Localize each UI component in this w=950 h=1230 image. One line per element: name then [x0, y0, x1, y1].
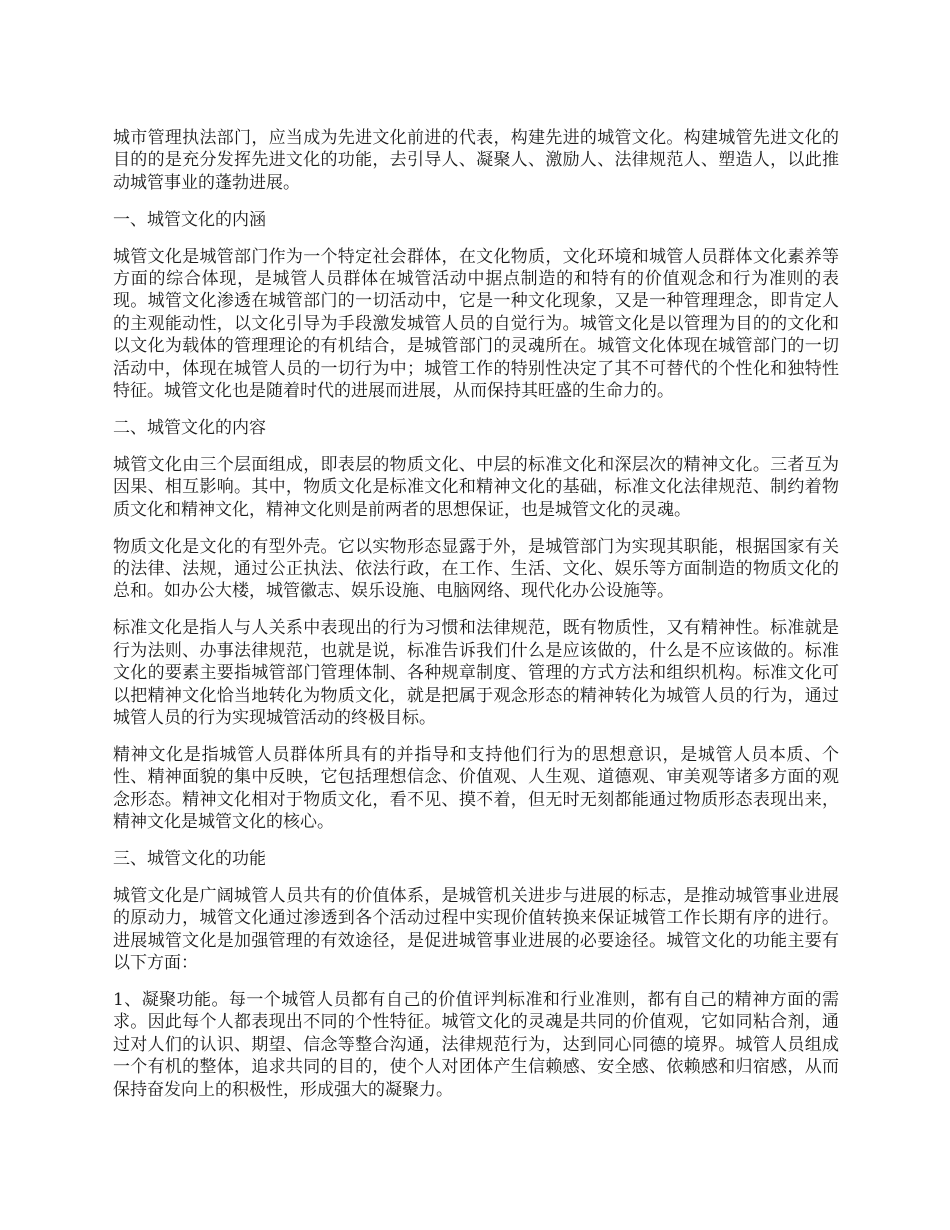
section-3-paragraph-1: 城管文化是广阔城管人员共有的价值体系，是城管机关进步与进展的标志，是推动城管事业进展的原动力，城管文化通过渗透到各个活动过程中实现价值转换来保证城管工作长期有序的进行。进展城管文化是加强管理的有效途径，是促进城管事业进展的必要途径。城管文化的功能主要有以下方面：	[113, 885, 839, 974]
section-1-heading: 一、城管文化的内涵	[113, 209, 266, 230]
section-2-paragraph-1: 城管文化由三个层面组成，即表层的物质文化、中层的标准文化和深层次的精神文化。三者互为因果、相互影响。其中，物质文化是标准文化和精神文化的基础，标准文化法律规范、制约着物质文化和精神文化，精神文化则是前两者的思想保证，也是城管文化的灵魂。	[113, 454, 839, 520]
section-2-paragraph-2: 物质文化是文化的有型外壳。它以实物形态显露于外，是城管部门为实现其职能，根据国家有关的法律、法规，通过公正执法、依法行政，在工作、生活、文化、娱乐等方面制造的物质文化的总和。如办公大楼，城管徽志、娱乐设施、电脑网络、现代化办公设施等。	[113, 536, 839, 602]
section-3-heading: 三、城管文化的功能	[113, 848, 266, 869]
section-2-heading: 二、城管文化的内容	[113, 417, 266, 438]
section-2-paragraph-4: 精神文化是指城管人员群体所具有的并指导和支持他们行为的思想意识，是城管人员本质、个性、精神面貌的集中反映，它包括理想信念、价值观、人生观、道德观、审美观等诸多方面的观念形态。精神文化相对于物质文化，看不见、摸不着，但无时无刻都能通过物质形态表现出来，精神文化是城管文化的核心。	[113, 744, 839, 833]
document-body	[113, 127, 839, 1116]
section-1-paragraph-1: 城管文化是城管部门作为一个特定社会群体，在文化物质，文化环境和城管人员群体文化素养等方面的综合体现，是城管人员群体在城管活动中据点制造的和特有的价值观念和行为准则的表现。城管文化渗透在城管部门的一切活动中，它是一种文化现象，又是一种管理理念，即肯定人的主观能动性，以文化引导为手段激发城管人员的自觉行为。城管文化是以管理为目的的文化和以文化为载体的管理理论的有机结合，是城管部门的灵魂所在。城管文化体现在城管部门的一切活动中，体现在城管人员的一切行为中；城管工作的特别性决定了其不可替代的个性化和独特性特征。城管文化也是随着时代的进展而进展，从而保持其旺盛的生命力的。	[113, 246, 839, 402]
section-2-paragraph-3: 标准文化是指人与人关系中表现出的行为习惯和法律规范，既有物质性，又有精神性。标准就是行为法则、办事法律规范，也就是说，标准告诉我们什么是应该做的，什么是不应该做的。标准文化的要素主要指城管部门管理体制、各种规章制度、管理的方式方法和组织机构。标准文化可以把精神文化恰当地转化为物质文化，就是把属于观念形态的精神转化为城管人员的行为，通过城管人员的行为实现城管活动的终极目标。	[113, 618, 839, 728]
intro-paragraph: 城市管理执法部门，应当成为先进文化前进的代表，构建先进的城管文化。构建城管先进文化的目的的是充分发挥先进文化的功能，去引导人、凝聚人、激励人、法律规范人、塑造人，以此推动城管事业的蓬勃进展。	[113, 128, 839, 193]
section-3-paragraph-2: 1、凝聚功能。每一个城管人员都有自己的价值评判标准和行业准则，都有自己的精神方面的需求。因此每个人都表现出不同的个性特征。城管文化的灵魂是共同的价值观，它如同粘合剂，通过对人们的认识、期望、信念等整合沟通，法律规范行为，达到同心同德的境界。城管人员组成一个有机的整体，追求共同的目的，使个人对团体产生信赖感、安全感、依赖感和归宿感，从而保持奋发向上的积极性，形成强大的凝聚力。	[113, 990, 839, 1100]
